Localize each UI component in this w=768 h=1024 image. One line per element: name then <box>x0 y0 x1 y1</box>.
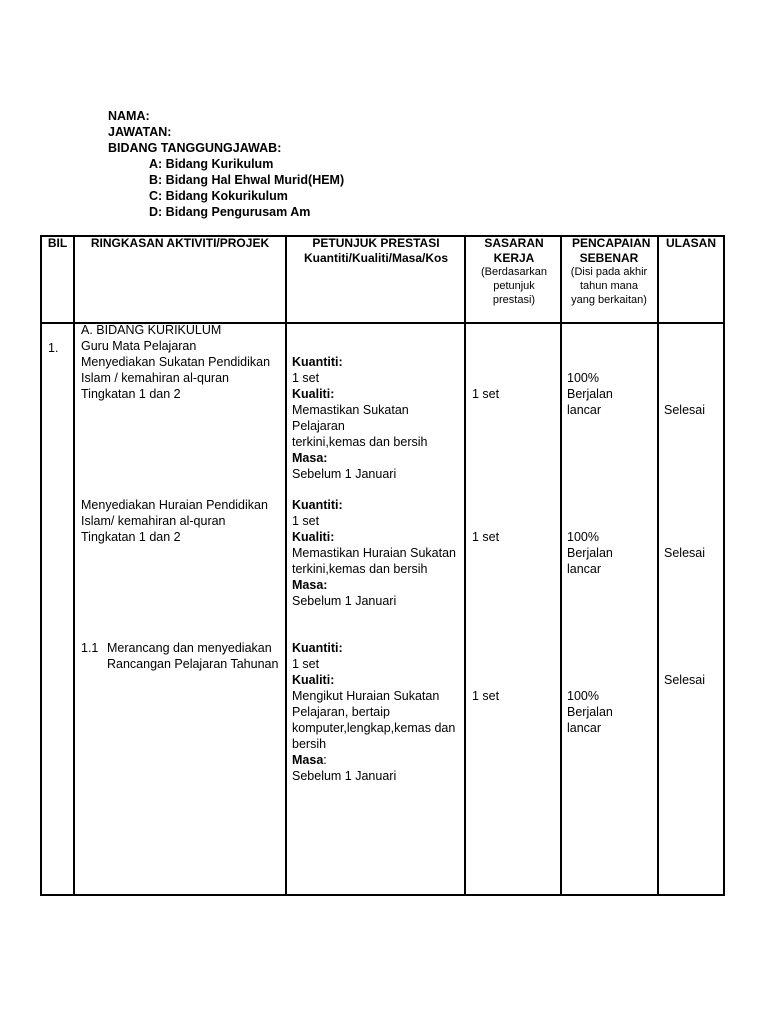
sasaran-value: 1 set <box>472 689 500 703</box>
kuantiti-label: Kuantiti: <box>292 641 343 655</box>
header-pencapaian <box>564 236 654 307</box>
kuantiti-label: Kuantiti: <box>292 355 343 369</box>
sasaran-value: 1 set <box>472 530 500 544</box>
ulasan-value: Selesai <box>664 673 705 687</box>
table-border-right <box>723 235 725 896</box>
header-petunjuk-title: PETUNJUK PRESTASI <box>312 236 440 250</box>
kualiti-label: Kualiti: <box>292 673 335 687</box>
col-divider-3 <box>464 235 466 896</box>
header-ringkasan: RINGKASAN AKTIVITI/PROJEK <box>90 236 270 250</box>
col-divider-4 <box>560 235 562 896</box>
nama-label: NAMA: <box>108 109 150 123</box>
petunjuk-cell <box>292 497 462 609</box>
header-ulasan: ULASAN <box>666 236 716 250</box>
activity-table <box>40 235 725 896</box>
masa-value: Sebelum 1 Januari <box>292 769 397 783</box>
header-bil: BIL <box>47 236 68 250</box>
col-divider-5 <box>657 235 659 896</box>
masa-label: Masa <box>292 753 324 767</box>
col-divider-2 <box>285 235 287 896</box>
masa-label: Masa: <box>292 451 328 465</box>
form-header <box>108 108 344 220</box>
header-petunjuk-sub: Kuantiti/Kualiti/Masa/Kos <box>303 250 449 265</box>
kualiti-value: Memastikan Huraian Sukatan terkini,kemas dan bersih <box>292 546 456 576</box>
kuantiti-value: 1 set <box>292 371 320 385</box>
petunjuk-cell <box>292 354 462 482</box>
activity-text: Menyediakan Huraian Pendidikan Islam/ kemahiran al-quran Tingkatan 1 dan 2 <box>81 498 268 544</box>
kuantiti-label: Kuantiti: <box>292 498 343 512</box>
bil-number: 1. <box>48 341 59 355</box>
kualiti-label: Kualiti: <box>292 530 335 544</box>
kualiti-label: Kualiti: <box>292 387 335 401</box>
bidang-item-d: D: Bidang Pengurusam Am <box>149 205 311 219</box>
sub-item-text: Merancang dan menyediakan Rancangan Pelajaran Tahunan <box>107 641 279 671</box>
pencapaian-value: 100% Berjalan lancar <box>567 530 613 576</box>
header-sasaran <box>472 236 556 307</box>
ulasan-value: Selesai <box>664 403 705 417</box>
bidang-title: BIDANG TANGGUNGJAWAB: <box>108 141 282 155</box>
ulasan-value: Selesai <box>664 546 705 560</box>
col-divider-1 <box>73 235 75 896</box>
bidang-item-a: A: Bidang Kurikulum <box>149 157 274 171</box>
petunjuk-cell <box>292 640 462 784</box>
header-petunjuk <box>288 236 464 265</box>
header-pencapaian-title: PENCAPAIAN SEBENAR <box>572 236 651 265</box>
pencapaian-value: 100% Berjalan lancar <box>567 689 613 735</box>
bidang-item-c: C: Bidang Kokurikulum <box>149 189 288 203</box>
kuantiti-value: 1 set <box>292 657 320 671</box>
kualiti-value: Mengikut Huraian Sukatan Pelajaran, bertaip komputer,lengkap,kemas dan bersih <box>292 689 456 751</box>
kuantiti-value: 1 set <box>292 514 320 528</box>
header-pencapaian-sub: (Disi pada akhir tahun mana yang berkaitan) <box>570 266 648 306</box>
header-sasaran-title: SASARAN KERJA <box>484 236 544 265</box>
masa-label: Masa: <box>292 578 328 592</box>
activity-text <box>81 640 281 672</box>
section-title: A. BIDANG KURIKULUM <box>81 323 222 337</box>
pencapaian-value: 100% Berjalan lancar <box>567 371 613 417</box>
sub-item-number: 1.1 <box>81 641 99 655</box>
table-border-left <box>40 235 42 896</box>
table-border-bottom <box>40 894 725 896</box>
sasaran-value: 1 set <box>472 387 500 401</box>
jawatan-label: JAWATAN: <box>108 125 172 139</box>
masa-label-suffix: : <box>323 753 327 767</box>
masa-value: Sebelum 1 Januari <box>292 594 397 608</box>
role-label: Guru Mata Pelajaran <box>81 339 197 353</box>
activity-text: Menyediakan Sukatan Pendidikan Islam / kemahiran al-quran Tingkatan 1 dan 2 <box>81 355 271 401</box>
header-sasaran-sub: (Berdasarkan petunjuk prestasi) <box>480 266 548 306</box>
kualiti-value: Memastikan Sukatan Pelajaran terkini,kemas dan bersih <box>292 403 428 449</box>
masa-value: Sebelum 1 Januari <box>292 467 397 481</box>
bidang-item-b: B: Bidang Hal Ehwal Murid(HEM) <box>149 173 345 187</box>
